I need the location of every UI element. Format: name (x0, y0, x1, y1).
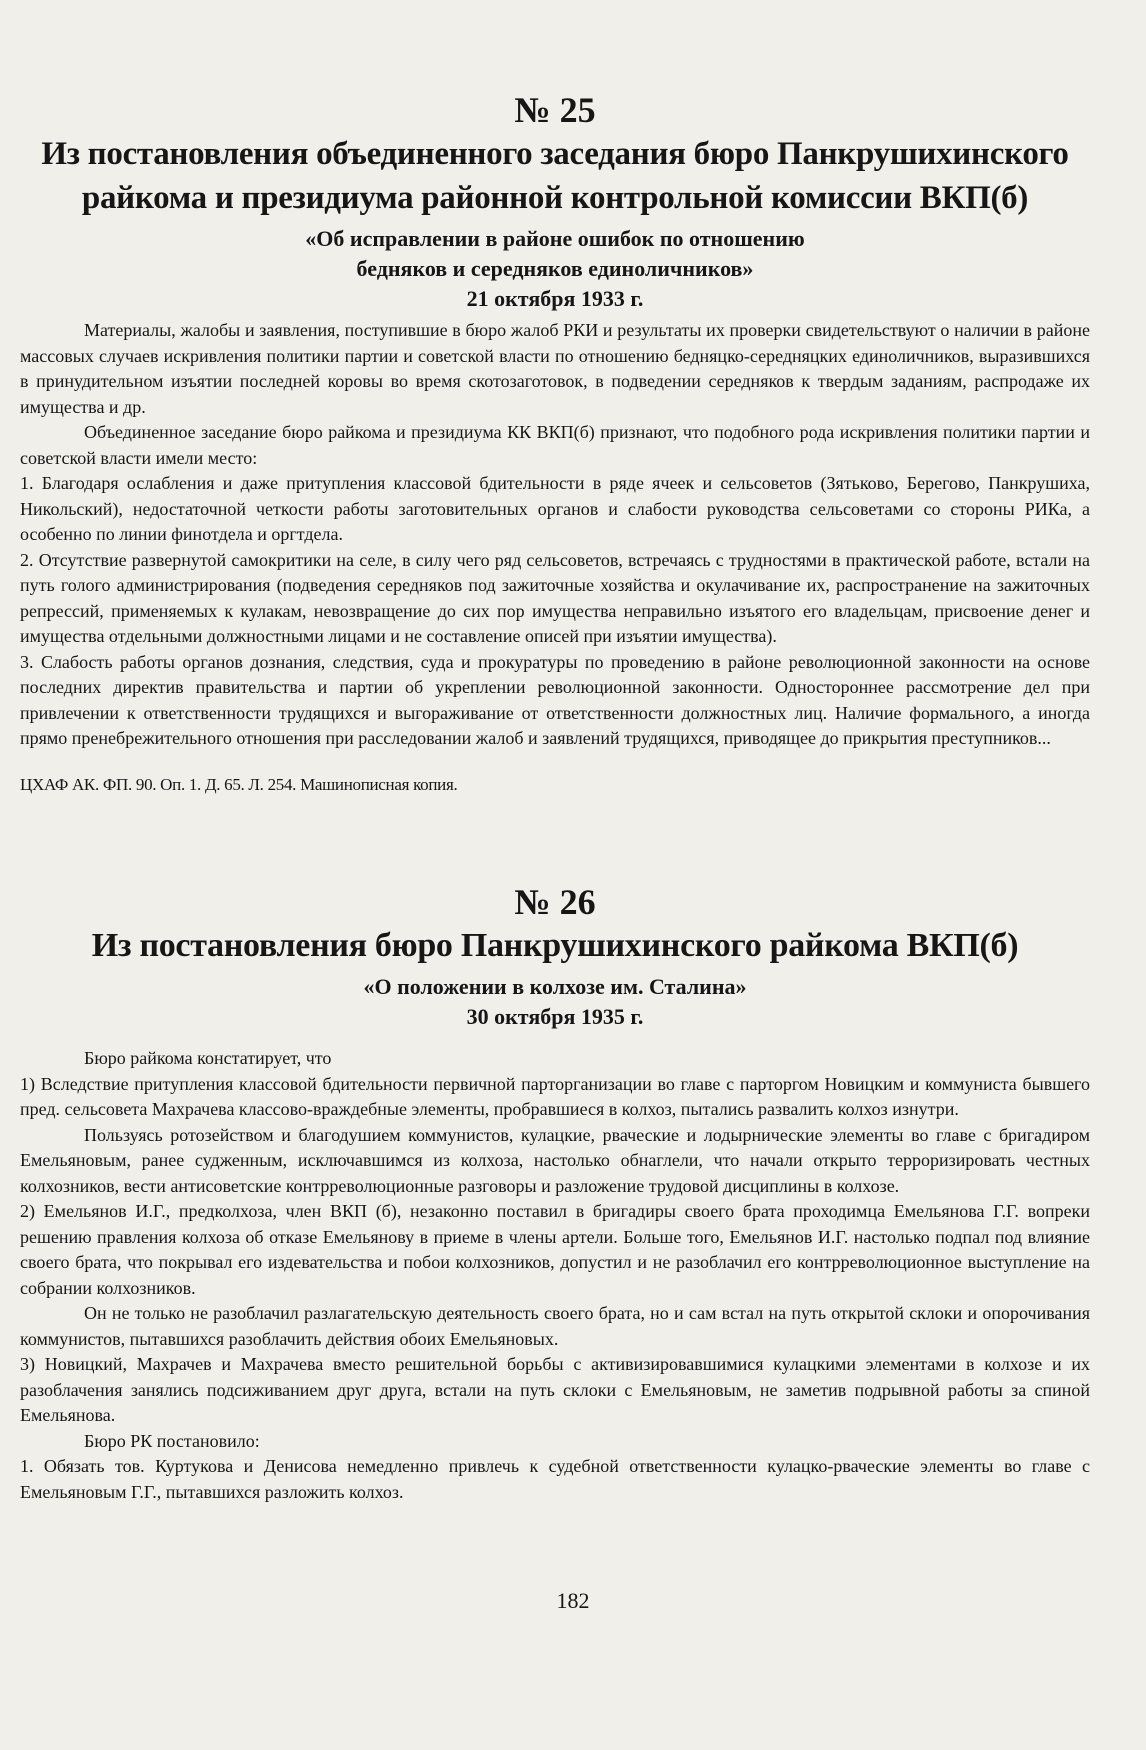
document-25 (20, 88, 1090, 797)
document-date: 21 октября 1933 г. (466, 286, 644, 311)
document-subtitle: бедняков и середняков единоличников» (356, 256, 754, 281)
paragraph: 1. Благодаря ослабления и даже притупления классовой бдительности в ряде ячеек и сельсоветов (Зятьково, Берегово, Панкрушиха, Никольский), недостаточной четкости работы заготовительных органов и слабости руководства сельсоветами со стороны РИКа, а особенно по линии финотдела и оргтдела. (20, 473, 1090, 544)
paragraph: Он не только не разоблачил разлагательскую деятельность своего брата, но и сам встал на путь открытой склоки и опорочивания коммунистов, пытавшихся разоблачить действия обоих Емельяновых. (20, 1303, 1090, 1349)
document-title: Из постановления объединенного заседания бюро Панкрушихинского (41, 136, 1069, 172)
archive-source: ЦХАФ АК. ФП. 90. Оп. 1. Д. 65. Л. 254. Машинописная копия. (20, 774, 458, 794)
paragraph: Бюро РК постановило: (84, 1430, 260, 1451)
paragraph: Объединенное заседание бюро райкома и президиума КК ВКП(б) признают, что подобного рода искривления политики партии и советской власти имели место: (20, 422, 1090, 468)
paragraph: Пользуясь ротозейством и благодушием коммунистов, кулацкие, рваческие и лодырнические элементы во главе с бригадиром Емельяновым, ранее судженным, исключавшимся из колхоза, настолько обнаглели, что начали открыто терроризировать честных колхозников, вести антисоветские контрреволюционные разговоры и разложение трудовой дисциплины в колхозе. (20, 1124, 1090, 1196)
paragraph: 1) Вследствие притупления классовой бдительности первичной парторганизации во главе с парторгом Новицким и коммуниста бывшего пред. сельсовета Махрачева классово-враждебные элементы, пробравшиеся в колхоз, пытались развалить колхоз изнутри. (20, 1073, 1090, 1119)
paragraph: 3) Новицкий, Махрачев и Махрачева вместо решительной борьбы с активизировавшимися кулацкими элементами в колхозе и их разоблачения занялись подсиживанием друг друга, встали на путь склоки с Емельяновым, не заметив подрывной работы за спиной Емельянова. (20, 1354, 1090, 1425)
paragraph: 2) Емельянов И.Г., предколхоза, член ВКП (б), незаконно поставил в бригадиры своего брата проходимца Емельянова Г.Г. вопреки решению правления колхоза об отказе Емельянову в приеме в члены артели. Больше того, Емельянов И.Г. настолько подпал под влияние своего брата, что покрывал его издевательства и побои колхозников, допустил и не разоблачил его контрреволюционное выступление на собрании колхозников. (20, 1201, 1090, 1298)
page-number: 182 (556, 1588, 590, 1613)
document-number: № 26 (514, 882, 596, 922)
document-title: райкома и президиума районной контрольной комиссии ВКП(б) (81, 180, 1029, 216)
document-number: № 25 (514, 90, 596, 130)
paragraph: 2. Отсутствие развернутой самокритики на селе, в силу чего ряд сельсоветов, встречаясь с трудностями в практической работе, встали на путь голого администрирования (подведения середняков под зажиточные хозяйства и окулачивание их, распространение на зажиточных репрессий, применяемых к кулакам, невозвращение до сих пор имущества неправильно изъятого его владельцам, присвоение денег и имущества отдельными должностными лицами и не составление описей при изъятии имущества). (20, 549, 1090, 646)
document-date: 30 октября 1935 г. (466, 1004, 644, 1029)
paragraph: Бюро райкома констатирует, что (84, 1048, 332, 1068)
paragraph: 1. Обязать тов. Куртукова и Денисова немедленно привлечь к судебной ответственности кулацко-рваческие элементы во главе с Емельяновым Г.Г., пытавшихся разложить колхоз. (20, 1456, 1090, 1502)
paragraph: 3. Слабость работы органов дознания, следствия, суда и прокуратуры по проведению в районе революционной законности на основе последних директив правительства и партии об укреплении революционной законности. Одностороннее рассмотрение дел при привлечении к ответственности трудящихся и выгораживание от ответственности должностных лиц. Наличие формального, а иногда прямо пренебрежительного отношения при расследовании жалоб и заявлений трудящихся, приводящее до прикрытия преступников... (20, 651, 1090, 748)
document-26 (20, 880, 1090, 1505)
document-subtitle: «Об исправлении в районе ошибок по отношению (305, 226, 805, 251)
document-subtitle: «О положении в колхозе им. Сталина» (363, 974, 747, 999)
paragraph: Материалы, жалобы и заявления, поступившие в бюро жалоб РКИ и результаты их проверки свидетельствуют о наличии в районе массовых случаев искривления политики партии и советской власти по отношению бедняцко-середняцких единоличников, выразившихся в принудительном изъятии последней коровы во время скотозаготовок, в подведении середняков к твердым заданиям, распродаже их имущества и др. (20, 320, 1090, 417)
document-title: Из постановления бюро Панкрушихинского райкома ВКП(б) (91, 927, 1019, 964)
